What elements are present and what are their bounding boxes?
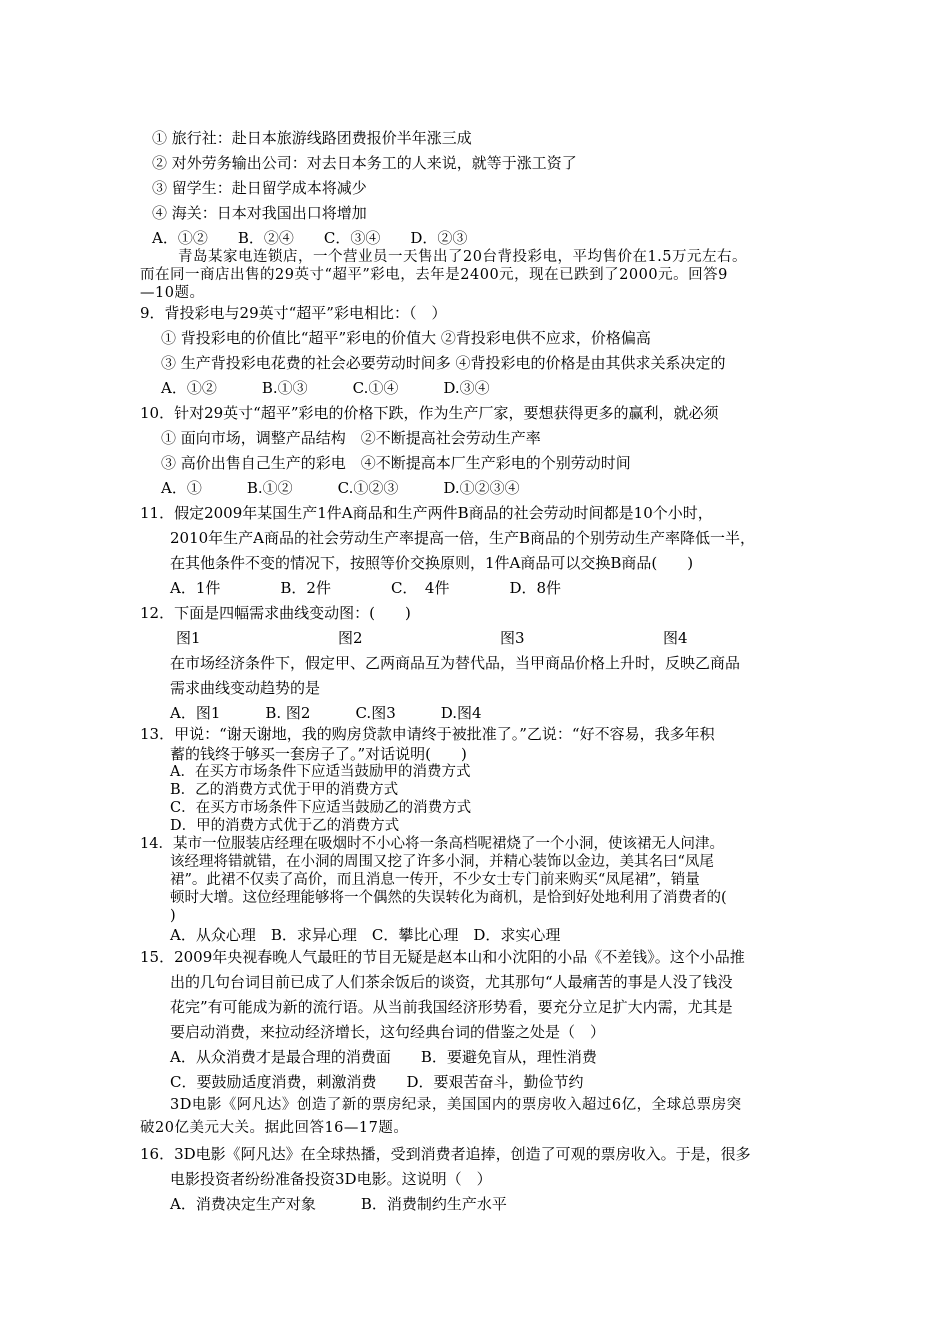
option-line: ① 旅行社：赴日本旅游线路团费报价半年涨三成 (152, 129, 472, 147)
question-text: 2010年生产A商品的社会劳动生产率提高一倍，生产B商品的个别劳动生产率降低一半， (170, 529, 756, 547)
answer-choices: A．从众消费才是最合理的消费面 B．要避免盲从，理性消费 (170, 1048, 597, 1066)
question-text: 电影投资者纷纷准备投资3D电影。这说明（ ） (170, 1170, 492, 1188)
question-text: 出的几句台词目前已成了人们茶余饭后的谈资，尤其那句“人最痛苦的事是人没了钱没 (170, 973, 733, 991)
figure-label-3: 图3 (500, 629, 525, 647)
option-line: ③ 生产背投彩电花费的社会必要劳动时间多 ④背投彩电的价格是由其供求关系决定的 (161, 354, 726, 372)
question-11: 11．假定2009年某国生产1件A商品和生产两件B商品的社会劳动时间都是10个小时， (140, 504, 713, 522)
question-text: 花完”有可能成为新的流行语。从当前我国经济形势看，要充分立足扩大内需，尤其是 (170, 998, 733, 1016)
question-13: 13．甲说：“谢天谢地，我的购房贷款申请终于被批准了。”乙说：“好不容易，我多年积 (140, 725, 715, 743)
answer-choices: A．从众心理 B．求异心理 C．攀比心理 D．求实心理 (170, 926, 561, 944)
answer-option: D．甲的消费方式优于乙的消费方式 (170, 818, 400, 834)
option-line: ③ 高价出售自己生产的彩电 ④不断提高本厂生产彩电的个别劳动时间 (161, 454, 631, 472)
answer-option: A．在买方市场条件下应适当鼓励甲的消费方式 (170, 764, 471, 780)
passage-line: 而在同一商店出售的29英寸“超平”彩电，去年是2400元，现在已跌到了2000元。回答9 (140, 267, 728, 283)
question-text: 裙”。此裙不仅卖了高价，而且消息一传开，不少女士专门前来购买“凤尾裙”，销量 (170, 872, 700, 888)
option-line: ④ 海关：日本对我国出口将增加 (152, 204, 367, 222)
question-15: 15．2009年央视春晚人气最旺的节目无疑是赵本山和小沈阳的小品《不差钱》。这个小品推 (140, 948, 745, 966)
passage-line: 青岛某家电连锁店，一个营业员一天售出了20台背投彩电，平均售价在1.5万元左右。 (178, 249, 748, 265)
question-text: 顿时大增。这位经理能够将一个偶然的失误转化为商机，是恰到好处地利用了消费者的( (170, 890, 727, 906)
figure-label-2: 图2 (338, 629, 363, 647)
answer-choices: A．①② B.①③ C.①④ D.③④ (161, 379, 490, 397)
answer-option: C．在买方市场条件下应适当鼓励乙的消费方式 (170, 800, 472, 816)
question-text: 蓄的钱终于够买一套房子了。”对话说明( ) (170, 745, 467, 763)
answer-option: B．乙的消费方式优于甲的消费方式 (170, 782, 399, 798)
question-text: 在市场经济条件下，假定甲、乙两商品互为替代品，当甲商品价格上升时，反映乙商品 (170, 654, 741, 672)
option-line: ③ 留学生：赴日留学成本将减少 (152, 179, 367, 197)
answer-choices: A．图1 B. 图2 C.图3 D.图4 (170, 704, 482, 722)
answer-choices: C．要鼓励适度消费，刺激消费 D．要艰苦奋斗，勤俭节约 (170, 1073, 584, 1091)
question-10: 10．针对29英寸“超平”彩电的价格下跌，作为生产厂家，要想获得更多的赢利，就必须 (140, 404, 719, 422)
answer-choices: A．① B.①② C.①②③ D.①②③④ (161, 479, 520, 497)
question-14: 14．某市一位服装店经理在吸烟时不小心将一条高档呢裙烧了一个小洞，使该裙无人问津。 (140, 836, 724, 852)
question-text: 要启动消费，来拉动经济增长，这句经典台词的借鉴之处是（ ） (170, 1023, 606, 1041)
passage-line: 破20亿美元大关。据此回答16—17题。 (140, 1120, 409, 1136)
question-text: 需求曲线变动趋势的是 (170, 679, 321, 697)
question-text: 在其他条件不变的情况下，按照等价交换原则，1件A商品可以交换B商品( ) (170, 554, 694, 572)
option-line: ② 对外劳务输出公司：对去日本务工的人来说，就等于涨工资了 (152, 154, 577, 172)
passage-line: —10题。 (140, 285, 205, 301)
answer-choices: A．消费决定生产对象 B．消费制约生产水平 (170, 1195, 507, 1213)
answer-choices: A．①② B．②④ C．③④ D．②③ (152, 229, 468, 247)
option-line: ① 背投彩电的价值比“超平”彩电的价值大 ②背投彩电供不应求，价格偏高 (161, 329, 651, 347)
figure-label-4: 图4 (663, 629, 688, 647)
option-line: ① 面向市场，调整产品结构 ②不断提高社会劳动生产率 (161, 429, 541, 447)
question-12: 12．下面是四幅需求曲线变动图：( ) (140, 604, 411, 622)
figure-label-1: 图1 (176, 629, 201, 647)
question-16: 16．3D电影《阿凡达》在全球热播，受到消费者追捧，创造了可观的票房收入。于是，很多 (140, 1145, 751, 1163)
passage-line: 3D电影《阿凡达》创造了新的票房纪录，美国国内的票房收入超过6亿，全球总票房突 (170, 1097, 742, 1113)
question-9: 9．背投彩电与29英寸“超平”彩电相比：（ ） (140, 304, 447, 322)
answer-choices: A．1件 B．2件 C． 4件 D．8件 (170, 579, 562, 597)
question-text: ) (170, 908, 176, 924)
question-text: 该经理将错就错，在小洞的周围又挖了许多小洞，并精心装饰以金边，美其名曰“凤尾 (170, 854, 714, 870)
